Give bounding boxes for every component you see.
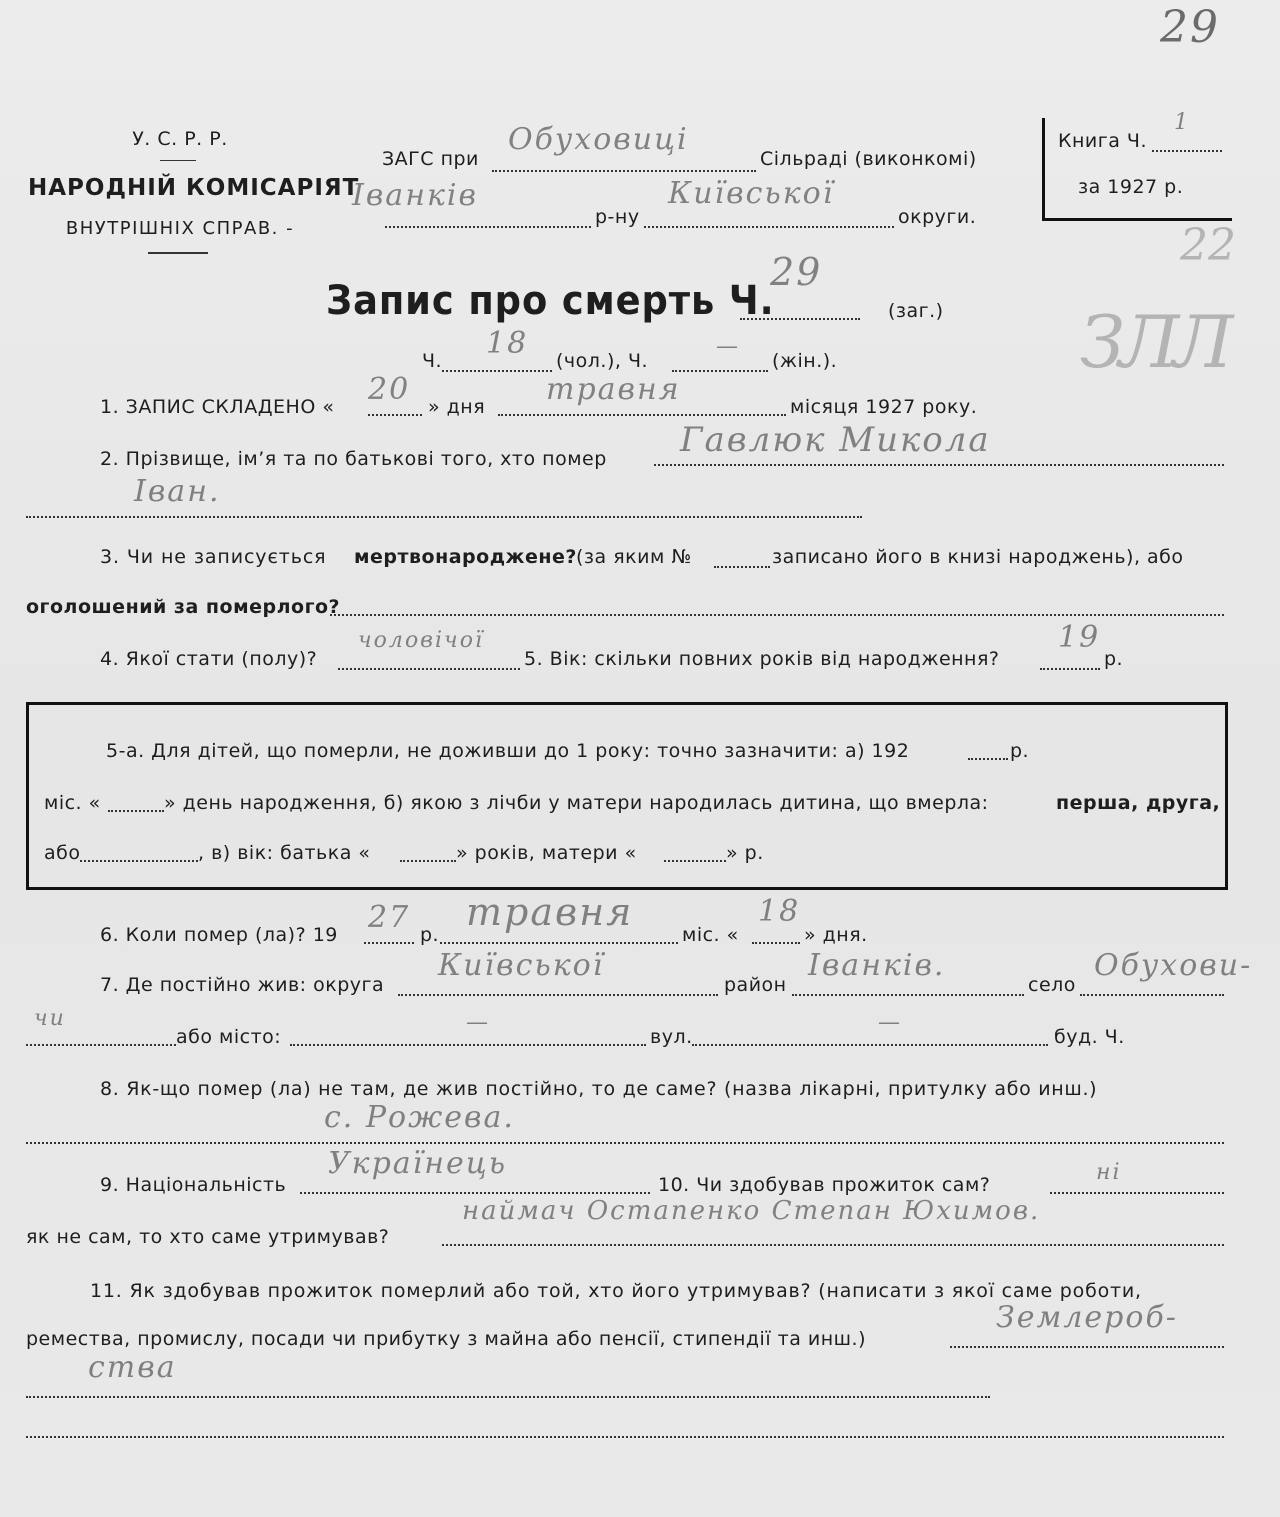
field-11-value-b: ства bbox=[88, 1350, 177, 1385]
field-5a-line2-a: міс. « bbox=[44, 792, 101, 814]
field-7-okruha-line bbox=[398, 994, 718, 996]
field-7-vul: — bbox=[878, 1010, 902, 1035]
field-1-end: місяця 1927 року. bbox=[790, 396, 978, 418]
book-number: 1 bbox=[1174, 110, 1190, 135]
field-5a-r: р. bbox=[1010, 740, 1030, 762]
field-1-month: травня bbox=[546, 372, 681, 407]
field-6-day: 18 bbox=[758, 894, 801, 929]
village-value: Обуховиці bbox=[508, 122, 689, 157]
book-label: Книга Ч. bbox=[1058, 130, 1147, 152]
department-name: ВНУТРІШНІХ СПРАВ. - bbox=[65, 218, 295, 239]
field-5a-line3-a: або bbox=[44, 842, 81, 864]
field-6-day-line bbox=[752, 942, 800, 944]
field-4-line bbox=[338, 668, 520, 670]
field-7-vul-label: вул. bbox=[650, 1026, 693, 1048]
divider bbox=[148, 252, 208, 254]
field-11-value-a: Землероб- bbox=[996, 1300, 1178, 1335]
field-8-line bbox=[26, 1142, 1224, 1144]
field-1-day: 20 bbox=[368, 372, 411, 407]
field-5-unit: р. bbox=[1104, 648, 1124, 670]
raion-value: Іванків bbox=[352, 178, 478, 213]
okruha-value: Київської bbox=[668, 176, 835, 211]
female-count-line bbox=[672, 370, 768, 372]
commissariat-name: НАРОДНІЙ КОМІСАРІЯТ bbox=[28, 175, 360, 201]
male-count: 18 bbox=[486, 326, 529, 361]
male-label: (чол.), Ч. bbox=[556, 350, 649, 372]
field-6-month-line bbox=[440, 942, 678, 944]
okruha-label: округи. bbox=[898, 206, 977, 228]
field-6-year-line bbox=[364, 942, 414, 944]
field-5-value: 19 bbox=[1058, 620, 1101, 655]
field-5-line bbox=[1040, 668, 1100, 670]
field-7-misto: — bbox=[466, 1010, 490, 1035]
field-7-selo-line bbox=[1080, 994, 1224, 996]
form-title: Запис про смерть Ч. bbox=[326, 278, 775, 324]
field-3-stillborn: мертвонароджене? bbox=[354, 546, 577, 568]
field-2-value-1: Гавлюк Микола bbox=[680, 420, 991, 460]
title-number-line bbox=[740, 318, 860, 320]
field-6-label: 6. Коли помер (ла)? 19 bbox=[100, 924, 338, 946]
field-9-line bbox=[300, 1192, 650, 1194]
field-2-line-2 bbox=[26, 516, 862, 518]
page-number: 29 bbox=[1160, 2, 1220, 53]
field-6-month: травня bbox=[466, 890, 634, 934]
female-label: (жін.). bbox=[772, 350, 838, 372]
field-5a-year-line bbox=[968, 758, 1008, 760]
field-4-label: 4. Якої стати (полу)? bbox=[100, 648, 318, 670]
field-9-label: 9. Національність bbox=[100, 1174, 287, 1196]
field-2-line-1 bbox=[654, 464, 1224, 466]
field-1-mid: » дня bbox=[428, 396, 486, 418]
field-7-misto-line bbox=[290, 1044, 646, 1046]
field-7-selo-line-2 bbox=[26, 1044, 176, 1046]
field-2-label: 2. Прізвище, ім’я та по батькові того, хто помер bbox=[100, 448, 607, 470]
subtitle-ch-label: Ч. bbox=[422, 350, 443, 372]
field-3-label-c: записано його в книзі народжень), або bbox=[772, 546, 1184, 568]
divider bbox=[160, 160, 196, 161]
field-5a-father-age-line bbox=[400, 860, 456, 862]
female-count: — bbox=[716, 334, 740, 359]
field-10-value: ні bbox=[1096, 1160, 1122, 1185]
field-3-declared-dead: оголошений за померлого? bbox=[26, 596, 341, 618]
field-7-raion: Іванків. bbox=[808, 948, 946, 983]
field-7-selo: Обухови- bbox=[1094, 948, 1253, 983]
village-line bbox=[492, 170, 756, 172]
field-10-label-2: як не сам, то хто саме утримував? bbox=[26, 1226, 390, 1248]
field-1-month-line bbox=[498, 414, 786, 416]
field-6-end: » дня. bbox=[804, 924, 868, 946]
field-5a-order-line bbox=[80, 860, 198, 862]
field-7-selo-label: село bbox=[1028, 974, 1076, 996]
field-5a-line2-b: » день народження, б) якою з лічби у матери народилась дитина, що вмерла: bbox=[164, 792, 989, 814]
field-1-label: 1. ЗАПИС СКЛАДЕНО « bbox=[100, 396, 335, 418]
field-3-label-b: (за яким № bbox=[576, 546, 692, 568]
book-year: за 1927 р. bbox=[1078, 176, 1184, 198]
field-5a-line3-d: » р. bbox=[726, 842, 764, 864]
field-5a-mother-age-line bbox=[664, 860, 726, 862]
field-10-label: 10. Чи здобував прожиток сам? bbox=[658, 1174, 991, 1196]
field-5-label: 5. Вік: скільки повних років від народження? bbox=[524, 648, 1000, 670]
okruha-line bbox=[644, 226, 894, 228]
pencil-mark: ЗЛЛ bbox=[1080, 300, 1228, 384]
raion-label: р-ну bbox=[595, 206, 640, 228]
field-11-line-2 bbox=[26, 1396, 990, 1398]
field-10-line bbox=[1050, 1192, 1224, 1194]
raion-line bbox=[385, 226, 591, 228]
field-6-r: р. bbox=[420, 924, 440, 946]
field-3-line bbox=[330, 614, 1224, 616]
field-11-label-2: ремества, промислу, посади чи прибутку з майна або пенсії, стипендії та инш.) bbox=[26, 1328, 867, 1350]
field-9-value: Українець bbox=[328, 1146, 508, 1181]
field-7-misto-label: або місто: bbox=[176, 1026, 282, 1048]
field-7-selo-2: чи bbox=[34, 1006, 66, 1031]
field-7-okruha: Київської bbox=[438, 948, 605, 983]
field-6-year: 27 bbox=[368, 900, 411, 935]
field-5a-month-line bbox=[108, 810, 164, 812]
field-11-label-1: 11. Як здобував прожиток померлий або той, хто його утримував? (написати з якої саме роботи, bbox=[90, 1280, 1142, 1302]
field-8-value: с. Рожева. bbox=[324, 1100, 515, 1135]
book-number-line bbox=[1152, 150, 1222, 152]
field-6-mis: міс. « bbox=[682, 924, 739, 946]
field-4-value: чоловічої bbox=[358, 628, 484, 653]
title-number: 29 bbox=[770, 250, 823, 294]
field-3-number-line bbox=[714, 566, 770, 568]
pencil-mark: 22 bbox=[1180, 220, 1236, 271]
field-2-value-2: Іван. bbox=[134, 474, 221, 509]
field-8-label: 8. Як-що помер (ла) не там, де жив постійно, то де саме? (назва лікарні, притулку або инш.) bbox=[100, 1078, 1098, 1100]
field-5a-first-second: перша, друга, bbox=[1056, 792, 1221, 814]
field-10-line-2 bbox=[442, 1244, 1224, 1246]
republic-name: У. С. Р. Р. bbox=[132, 128, 228, 150]
zags-label: ЗАГС при bbox=[382, 148, 479, 170]
title-suffix: (заг.) bbox=[888, 300, 944, 322]
field-11-line-1 bbox=[950, 1346, 1224, 1348]
field-1-day-line bbox=[368, 414, 422, 416]
field-10-value-2: наймач Остапенко Степан Юхимов. bbox=[462, 1196, 1041, 1226]
field-7-label: 7. Де постійно жив: округа bbox=[100, 974, 385, 996]
field-5a-line3-c: » років, матери « bbox=[456, 842, 637, 864]
council-label: Сільраді (виконкомі) bbox=[760, 148, 977, 170]
field-7-raion-label: район bbox=[724, 974, 787, 996]
field-3-label-a: 3. Чи не записується bbox=[100, 546, 327, 568]
male-count-line bbox=[442, 370, 552, 372]
field-7-raion-line bbox=[792, 994, 1024, 996]
field-5a-line3-b: , в) вік: батька « bbox=[198, 842, 371, 864]
field-7-vul-line bbox=[692, 1044, 1048, 1046]
field-7-bud-label: буд. Ч. bbox=[1054, 1026, 1125, 1048]
field-11-line-3 bbox=[26, 1436, 1224, 1438]
field-5a-line1: 5-а. Для дітей, що померли, не доживши до 1 року: точно зазначити: а) 192 bbox=[106, 740, 910, 762]
book-box-left-border bbox=[1042, 118, 1045, 220]
